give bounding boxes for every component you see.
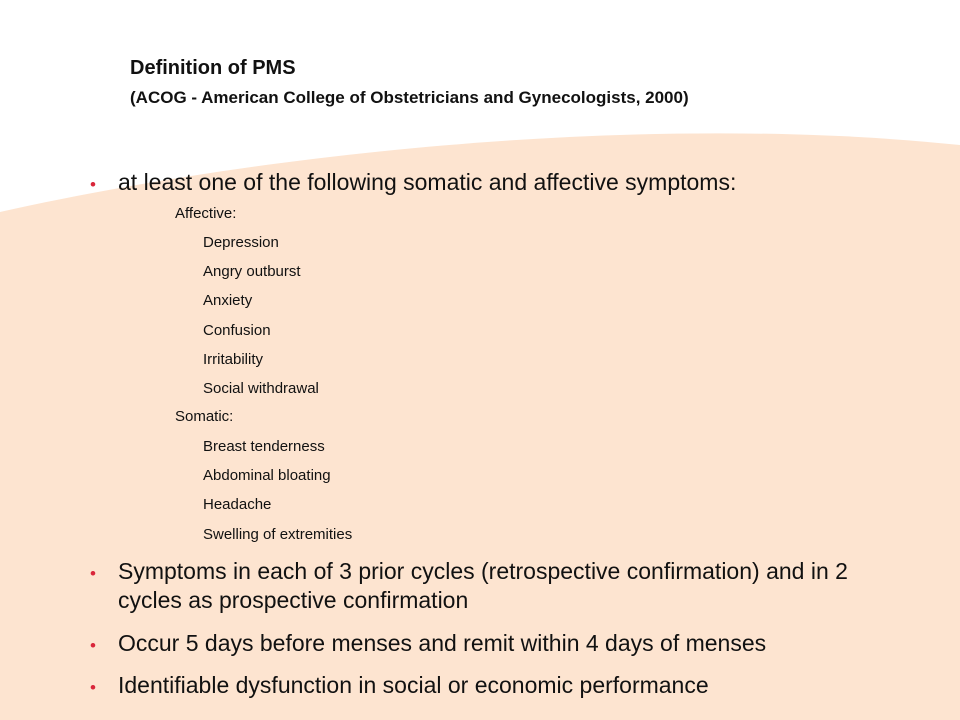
list-item: Social withdrawal [203, 379, 319, 397]
list-item: Swelling of extremities [203, 525, 353, 543]
list-item: Depression [203, 234, 279, 251]
somatic-label: Somatic: [175, 408, 234, 425]
affective-label: Affective: [175, 205, 237, 222]
bullet-intro [90, 168, 918, 197]
bullet-dysfunction-text: Identifiable dysfunction in social or economic performance [118, 672, 709, 698]
bullet-cycles [90, 557, 918, 615]
bullet-cycles-text: Symptoms in each of 3 prior cycles (retrospective confirmation) and in 2 cycles as prospective confirmation [118, 558, 848, 613]
bullet-dot-icon: • [90, 678, 96, 697]
list-item: Anxiety [203, 292, 253, 310]
list-item: Headache [203, 496, 272, 514]
slide-title: Definition of PMS [130, 57, 296, 79]
list-item: Abdominal bloating [203, 467, 331, 485]
bullet-dot-icon: • [90, 175, 96, 194]
somatic-symptom-list [203, 438, 352, 555]
slide-subtitle: (ACOG - American College of Obstetricians and Gynecologists, 2000) [130, 88, 689, 107]
list-item: Irritability [203, 350, 264, 368]
list-item: Breast tenderness [203, 438, 325, 455]
list-item: Angry outburst [203, 263, 301, 281]
list-item: Confusion [203, 321, 271, 339]
bullet-dysfunction [90, 671, 918, 700]
bullet-timing-text: Occur 5 days before menses and remit within 4 days of menses [118, 630, 767, 656]
affective-symptom-list [203, 234, 319, 409]
bullet-dot-icon: • [90, 564, 96, 583]
title-block [130, 56, 689, 109]
bullet-timing [90, 629, 918, 658]
bullet-intro-text: at least one of the following somatic and affective symptoms: [118, 169, 737, 195]
bullet-dot-icon: • [90, 636, 96, 655]
